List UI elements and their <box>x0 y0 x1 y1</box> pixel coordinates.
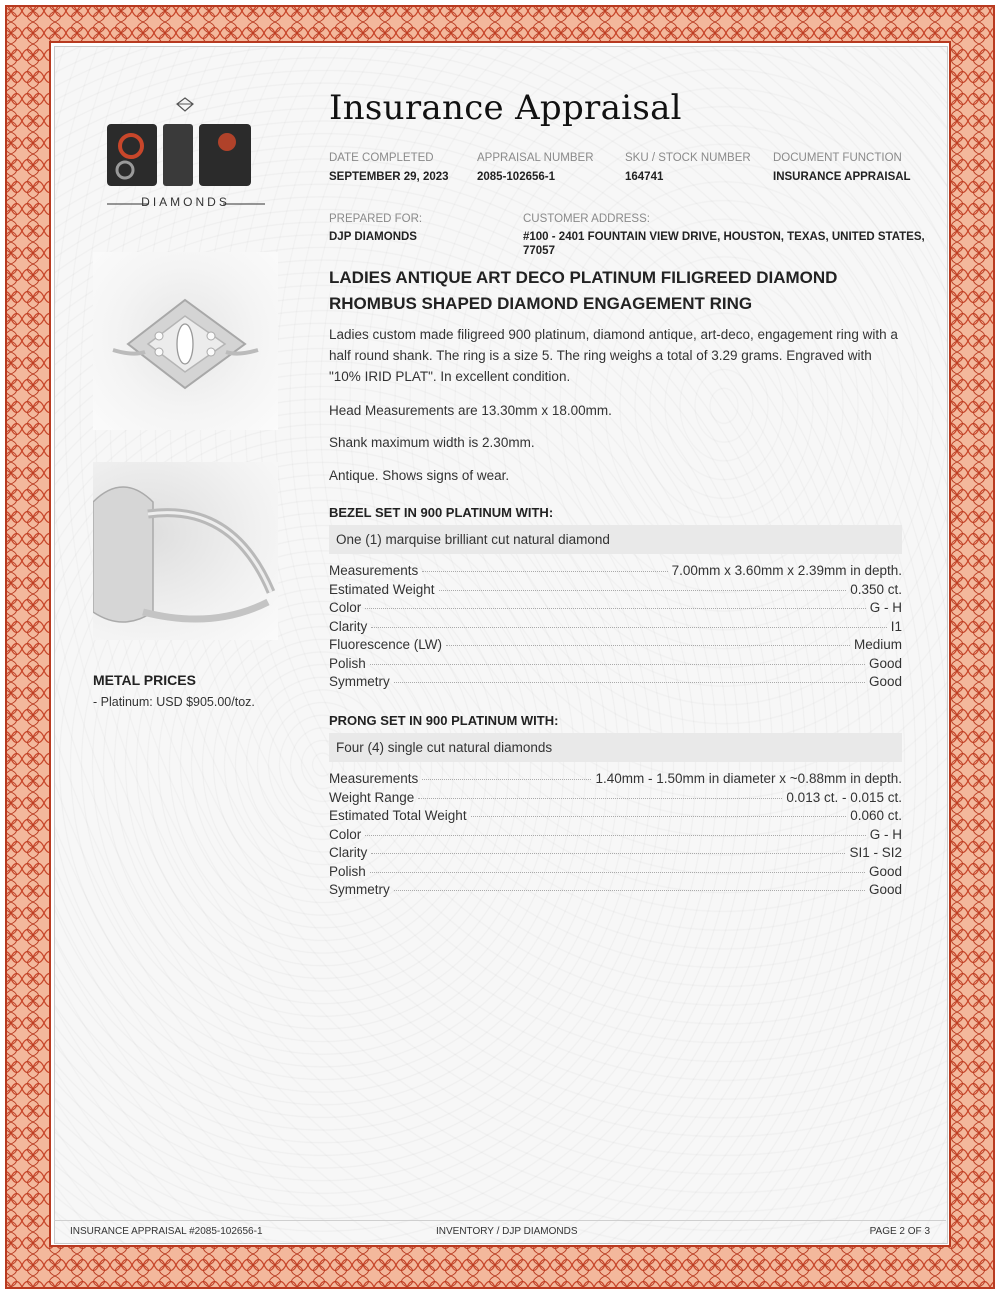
customer-address-line1: #100 - 2401 FOUNTAIN VIEW DRIVE, HOUSTON, TEXAS, UNITED STATES, <box>523 231 925 243</box>
dot-leader <box>446 645 850 646</box>
spec-label: Measurements <box>329 563 419 578</box>
dot-leader <box>471 816 847 817</box>
spec-label: Color <box>329 600 362 615</box>
spec-row <box>329 771 902 790</box>
dot-leader <box>394 890 865 891</box>
dot-leader <box>439 590 847 591</box>
footer-page-number: PAGE 2 OF 3 <box>869 1226 930 1237</box>
dot-leader <box>365 608 865 609</box>
spec-row <box>329 619 902 638</box>
customer-address-line2: 77057 <box>523 245 555 257</box>
bezel-spec-list <box>329 563 902 693</box>
spec-value: 0.013 ct. - 0.015 ct. <box>786 789 902 805</box>
ring-photo-side <box>93 462 278 640</box>
customer-address-label: CUSTOMER ADDRESS: <box>523 213 650 225</box>
spec-row <box>329 790 902 809</box>
spec-label: Polish <box>329 655 366 671</box>
spec-row <box>329 674 902 693</box>
shank-width: Shank maximum width is 2.30mm. <box>329 435 535 450</box>
spec-label: Symmetry <box>329 674 390 689</box>
spec-label: Estimated Weight <box>329 581 435 597</box>
dot-leader <box>370 664 865 665</box>
dot-leader <box>422 571 667 572</box>
prong-stone-description: Four (4) single cut natural diamonds <box>329 733 902 762</box>
sku-value: 164741 <box>625 171 664 183</box>
dot-leader <box>371 627 886 628</box>
spec-row <box>329 600 902 619</box>
spec-label: Clarity <box>329 845 368 860</box>
spec-label: Weight Range <box>329 789 415 805</box>
bezel-section-title: BEZEL SET IN 900 PLATINUM WITH: <box>329 505 554 520</box>
spec-label: Clarity <box>329 618 368 634</box>
spec-label: Fluorescence (LW) <box>329 637 443 652</box>
footer-inventory: INVENTORY / DJP DIAMONDS <box>436 1226 578 1237</box>
item-heading <box>329 265 904 317</box>
dot-leader <box>422 779 591 780</box>
spec-row <box>329 563 902 582</box>
spec-value: 0.060 ct. <box>850 808 902 823</box>
spec-label: Symmetry <box>329 882 390 897</box>
prepared-for-label: PREPARED FOR: <box>329 213 423 225</box>
spec-value: 7.00mm x 3.60mm x 2.39mm in depth. <box>671 563 902 578</box>
metal-prices-title: METAL PRICES <box>93 672 196 688</box>
spec-value: Good <box>868 882 902 897</box>
item-heading-line1: LADIES ANTIQUE ART DECO PLATINUM FILIGREED DIAMOND <box>329 268 838 287</box>
dot-leader <box>371 853 845 854</box>
date-completed-value: SEPTEMBER 29, 2023 <box>329 171 449 183</box>
logo-subtitle: DIAMONDS <box>141 195 230 209</box>
spec-label: Measurements <box>329 771 419 786</box>
prong-spec-list <box>329 771 902 901</box>
ring-photo-front <box>93 252 278 430</box>
page-title: Insurance Appraisal <box>329 88 682 128</box>
dot-leader <box>394 682 865 683</box>
item-description: Ladies custom made filigreed 900 platinum, diamond antique, art-deco, engagement ring with a half round shank. The ring is a size 5. The ring weighs a total of 3.29 grams. Engraved with "10% IRID PLAT". In excellent condition. <box>329 327 898 384</box>
djp-diamonds-logo <box>93 96 278 220</box>
spec-label: Color <box>329 826 362 842</box>
spec-value: 0.350 ct. <box>850 581 902 597</box>
spec-row <box>329 637 902 656</box>
spec-row <box>329 827 902 846</box>
appraisal-number-label: APPRAISAL NUMBER <box>477 152 594 164</box>
spec-row <box>329 808 902 827</box>
prepared-for-value: DJP DIAMONDS <box>329 231 417 243</box>
spec-label: Polish <box>329 863 366 879</box>
bezel-stone-description: One (1) marquise brilliant cut natural diamond <box>329 525 902 554</box>
spec-row <box>329 864 902 883</box>
spec-row <box>329 656 902 675</box>
date-completed-label: DATE COMPLETED <box>329 152 434 164</box>
spec-value: G - H <box>869 600 902 615</box>
spec-value: Good <box>868 674 902 689</box>
spec-value: Medium <box>853 637 902 652</box>
document-function-label: DOCUMENT FUNCTION <box>773 152 902 164</box>
spec-value: Good <box>868 863 902 879</box>
spec-value: SI1 - SI2 <box>849 845 902 860</box>
spec-label: Estimated Total Weight <box>329 808 467 823</box>
spec-value: G - H <box>869 826 902 842</box>
dot-leader <box>370 872 865 873</box>
item-heading-line2: RHOMBUS SHAPED DIAMOND ENGAGEMENT RING <box>329 294 753 313</box>
sku-label: SKU / STOCK NUMBER <box>625 152 751 164</box>
condition-note: Antique. Shows signs of wear. <box>329 468 510 483</box>
footer-appraisal-id: INSURANCE APPRAISAL #2085-102656-1 <box>70 1226 263 1237</box>
dot-leader <box>365 835 865 836</box>
spec-value: Good <box>868 655 902 671</box>
prong-section-title: PRONG SET IN 900 PLATINUM WITH: <box>329 713 559 728</box>
spec-row <box>329 582 902 601</box>
head-measurements: Head Measurements are 13.30mm x 18.00mm. <box>329 403 612 418</box>
dot-leader <box>418 798 782 799</box>
spec-value: 1.40mm - 1.50mm in diameter x ~0.88mm in depth. <box>595 771 902 786</box>
spec-row <box>329 845 902 864</box>
spec-value: I1 <box>890 618 902 634</box>
appraisal-number-value: 2085-102656-1 <box>477 171 556 183</box>
document-function-value: INSURANCE APPRAISAL <box>773 171 911 183</box>
spec-row <box>329 882 902 901</box>
metal-price-platinum: - Platinum: USD $905.00/toz. <box>93 695 255 709</box>
footer-divider <box>54 1220 946 1221</box>
